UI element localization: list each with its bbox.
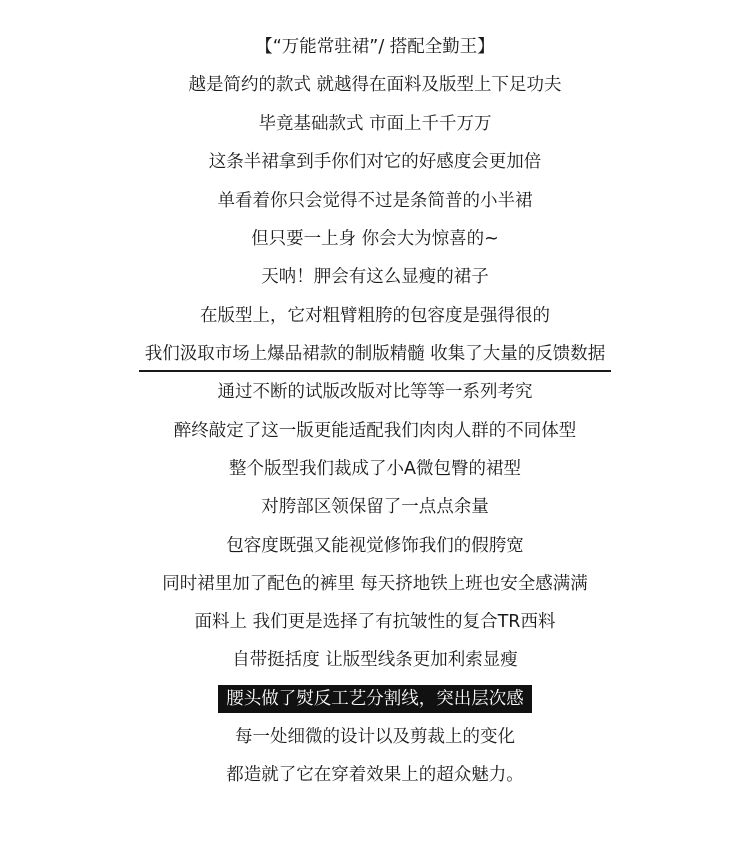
text-line-7: 天呐！胛会有这么显瘦的裙子: [261, 267, 489, 287]
text-line-19: 每一处细微的设计以及剪裁上的变化: [235, 727, 515, 747]
text-line-10: 通过不断的试版改版对比等等一系列考究: [217, 382, 533, 402]
text-line-12: 整个版型我们裁成了小A微包臀的裙型: [229, 459, 521, 479]
text-line-15: 同时裙里加了配色的裤里 每天挤地铁上班也安全感满满: [162, 574, 588, 594]
text-line-14: 包容度既强又能视觉修饰我们的假胯宽: [226, 536, 524, 556]
text-line-18-boxed: 腰头做了熨反工艺分割线，突出层次感: [0, 680, 750, 718]
text-line-3: 毕竟基础款式 市面上千千万万: [258, 114, 492, 134]
text-line-17: 自带挺括度 让版型线条更加利索显瘦: [232, 650, 518, 670]
text-line-1: 【“万能常驻裙”/ 搭配全勤王】: [255, 37, 495, 57]
text-line-11: 醉终敲定了这一版更能适配我们肉肉人群的不同体型: [173, 421, 577, 441]
text-line-5: 单看着你只会觉得不过是条简普的小半裙: [217, 191, 533, 211]
text-line-4: 这条半裙拿到手你们对它的好感度会更加倍: [208, 152, 542, 172]
text-line-9-underlined: 我们汲取市场上爆品裙款的制版精髓 收集了大量的反馈数据: [0, 335, 750, 373]
text-line-13: 对胯部区领保留了一点点余量: [261, 497, 489, 517]
text-line-8: 在版型上，它对粗臂粗胯的包容度是强得很的: [200, 306, 550, 326]
text-line-2: 越是简约的款式 就越得在面料及版型上下足功夫: [188, 75, 562, 95]
text-line-20: 都造就了它在穿着效果上的超众魅力。: [226, 765, 524, 785]
text-line-6: 但只要一上身 你会大为惊喜的~: [251, 229, 499, 249]
text-line-16-highlighted: 面料上 我们更是选择了有抗皱性的复合TR西料: [0, 603, 750, 641]
